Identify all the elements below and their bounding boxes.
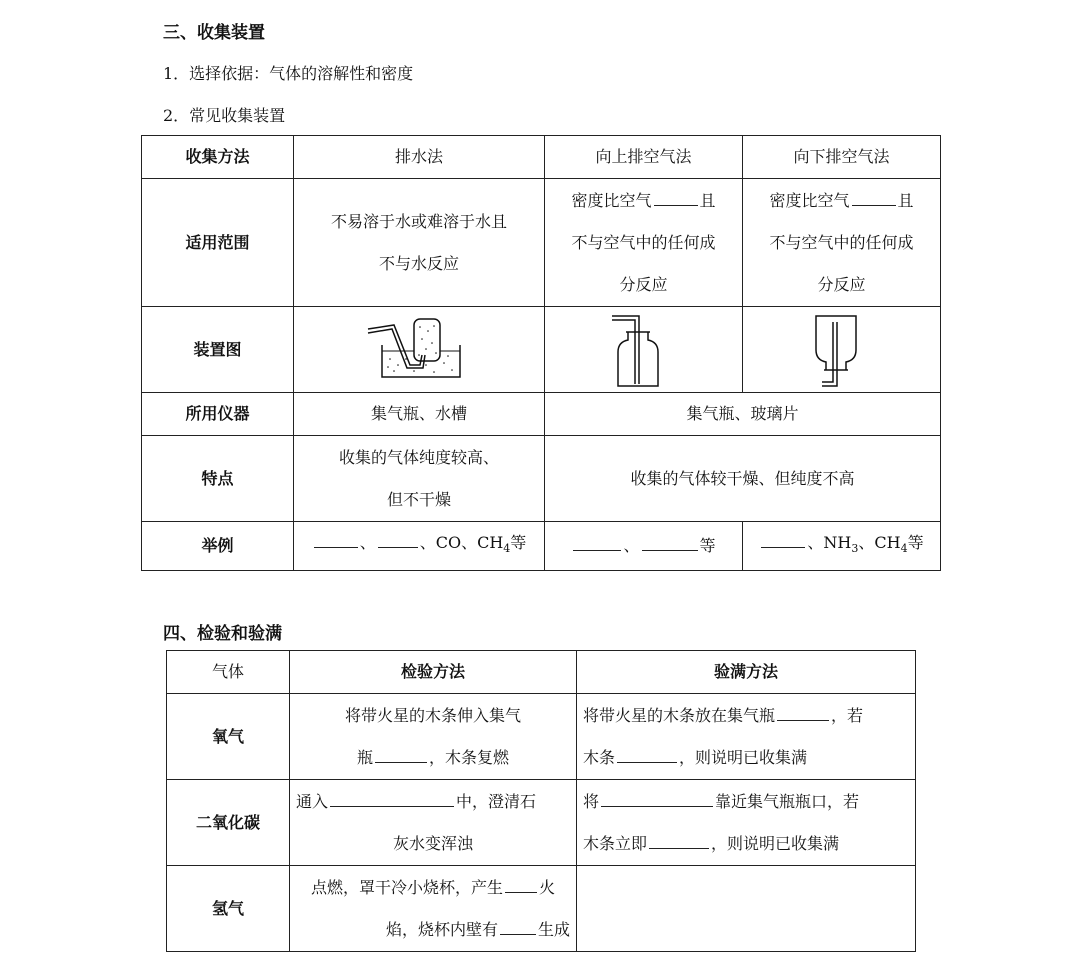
scope-water (294, 179, 545, 307)
text-line (583, 695, 909, 737)
scope-up (545, 179, 743, 307)
text-line: 灰水变浑浊 (392, 833, 473, 853)
answer-blank (573, 534, 621, 551)
gas-oxygen: 氧气 (167, 694, 290, 780)
text-line (551, 180, 736, 222)
text: 瓶 (356, 747, 373, 767)
header-gas: 气体 (167, 651, 290, 694)
text: 、 (623, 536, 640, 556)
text: 通入 (296, 791, 329, 811)
text: 生成 (537, 919, 570, 939)
text: 靠近集气瓶瓶口，若 (715, 791, 860, 811)
text: 等 (510, 533, 527, 552)
water-displacement-diagram (364, 315, 474, 385)
instruments-air: 集气瓶、玻璃片 (545, 393, 941, 436)
text: 、NH (807, 533, 852, 552)
subscript: 4 (503, 542, 511, 556)
answer-blank (642, 534, 698, 551)
text: 点燃，罩干冷小烧杯，产生 (310, 877, 503, 897)
text-line (296, 737, 570, 779)
text-line (749, 180, 934, 222)
text-line (296, 909, 570, 951)
row-label-instruments: 所用仪器 (142, 393, 294, 436)
downward-air-diagram (802, 310, 882, 390)
answer-blank (330, 790, 454, 807)
scope-down (743, 179, 941, 307)
text-line (296, 867, 570, 909)
diagram-down-cell (743, 307, 941, 393)
co2-full (577, 780, 916, 866)
features-water (294, 436, 545, 522)
text: 焰，烧杯内壁有 (385, 919, 498, 939)
section3-title: 三、收集装置 (163, 23, 265, 43)
answer-blank (654, 189, 698, 206)
text: 密度比空气 (571, 190, 652, 210)
header-method: 收集方法 (142, 136, 294, 179)
answer-blank (649, 832, 709, 849)
text-line (583, 781, 909, 823)
answer-blank (314, 531, 358, 548)
text-line: 不与水反应 (378, 253, 459, 273)
text: 且 (699, 190, 716, 210)
diagram-up-cell (545, 307, 743, 393)
text-line: 将带火星的木条伸入集气 (344, 705, 521, 725)
answer-blank (375, 746, 427, 763)
text-line: 分反应 (619, 274, 668, 294)
table-row (167, 866, 916, 952)
features-air: 收集的气体较干燥、但纯度不高 (545, 436, 941, 522)
text: 密度比空气 (769, 190, 850, 210)
text: 中，澄清石 (456, 791, 537, 811)
text-line: 不与空气中的任何成 (571, 232, 716, 252)
section3-item2: 2．常见收集装置 (163, 106, 286, 125)
row-label-features: 特点 (142, 436, 294, 522)
text-line: 但不干燥 (386, 489, 451, 509)
header-down-air: 向下排空气法 (743, 136, 941, 179)
subscript: 4 (900, 542, 908, 556)
text-line (583, 737, 909, 779)
oxygen-test (290, 694, 577, 780)
text: ，若 (831, 705, 864, 725)
table-row (142, 179, 941, 307)
section3-item1: 1．选择依据：气体的溶解性和密度 (163, 64, 414, 83)
collection-table (141, 135, 941, 571)
text: 且 (897, 190, 914, 210)
text: ，则说明已收集满 (711, 833, 840, 853)
answer-blank (777, 704, 829, 721)
table-row (167, 694, 916, 780)
diagram-water-cell (294, 307, 545, 393)
text-line: 不易溶于水或难溶于水且 (330, 211, 507, 231)
examples-up (545, 522, 743, 571)
header-test: 检验方法 (290, 651, 577, 694)
text: 等 (907, 533, 924, 552)
text: ，木条复燃 (429, 747, 510, 767)
header-water: 排水法 (294, 136, 545, 179)
gas-hydrogen: 氢气 (167, 866, 290, 952)
row-label-examples: 举例 (142, 522, 294, 571)
table-row (142, 393, 941, 436)
text-line: 不与空气中的任何成 (769, 232, 914, 252)
test-table (166, 650, 916, 952)
co2-test (290, 780, 577, 866)
section4-title: 四、检验和验满 (163, 624, 282, 644)
instruments-water: 集气瓶、水槽 (294, 393, 545, 436)
text-line (583, 823, 909, 865)
text: 、CH (858, 533, 901, 552)
answer-blank (500, 918, 536, 935)
table-row (142, 522, 941, 571)
text: 将带火星的木条放在集气瓶 (583, 705, 776, 725)
table-row (167, 651, 916, 694)
text: 将 (583, 791, 600, 811)
gas-co2: 二氧化碳 (167, 780, 290, 866)
text: 、CO、CH (419, 533, 504, 552)
text: 木条 (583, 747, 616, 767)
text-line (296, 781, 570, 823)
upward-air-diagram (604, 310, 684, 390)
table-row (142, 136, 941, 179)
text-line: 分反应 (817, 274, 866, 294)
header-up-air: 向上排空气法 (545, 136, 743, 179)
hydrogen-test (290, 866, 577, 952)
subscript: 3 (851, 542, 859, 556)
text-line: 收集的气体纯度较高、 (338, 447, 499, 467)
answer-blank (617, 746, 677, 763)
text: 等 (699, 536, 716, 556)
header-full: 验满方法 (577, 651, 916, 694)
table-row (142, 307, 941, 393)
text: ，则说明已收集满 (679, 747, 808, 767)
table-row (167, 780, 916, 866)
answer-blank (852, 189, 896, 206)
examples-down (743, 522, 941, 571)
text: 、 (359, 533, 376, 552)
hydrogen-full (577, 866, 916, 952)
table-row (142, 436, 941, 522)
text: 木条立即 (583, 833, 648, 853)
answer-blank (505, 876, 537, 893)
text: 火 (539, 877, 556, 897)
answer-blank (761, 531, 805, 548)
answer-blank (378, 531, 418, 548)
answer-blank (601, 790, 713, 807)
examples-water (294, 522, 545, 571)
row-label-diagram: 装置图 (142, 307, 294, 393)
oxygen-full (577, 694, 916, 780)
row-label-scope: 适用范围 (142, 179, 294, 307)
